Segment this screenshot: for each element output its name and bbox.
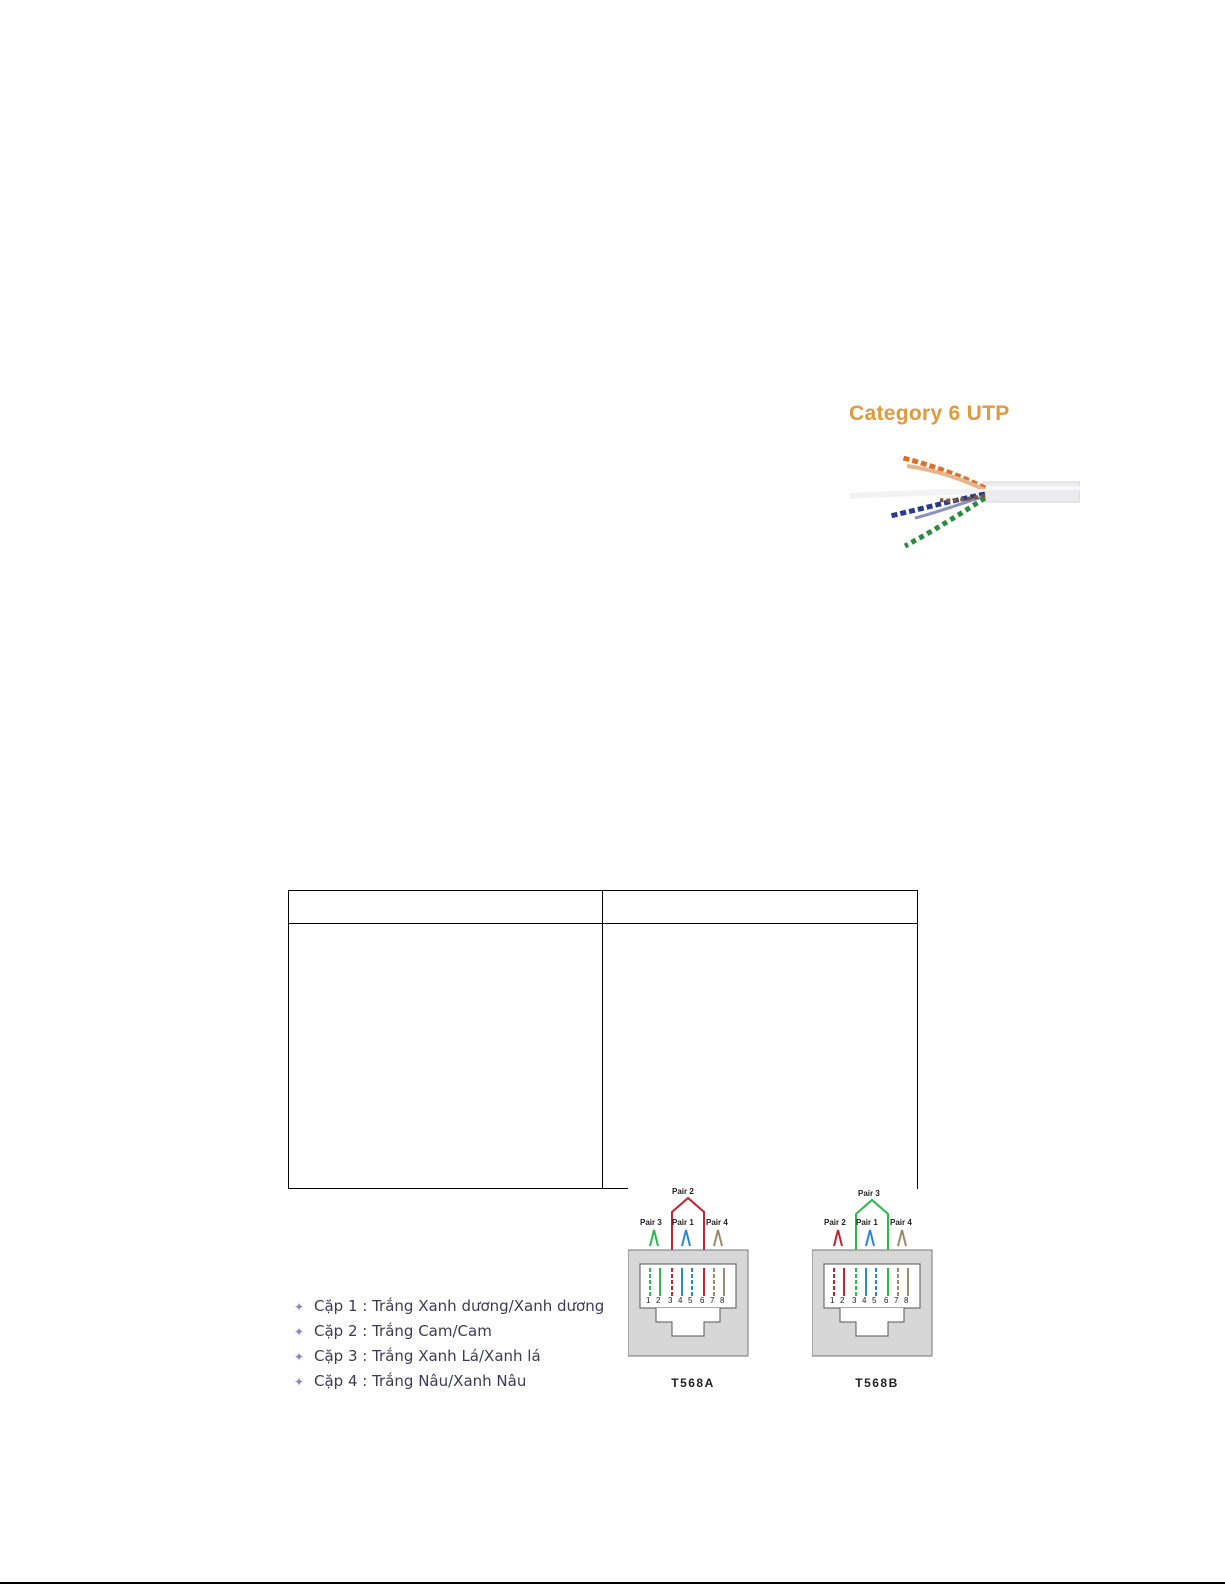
t568b-top-pair-label: Pair 3 xyxy=(858,1189,880,1198)
diamond-bullet-icon: ✦ xyxy=(294,1375,305,1389)
table-border-right xyxy=(917,890,918,1189)
rj45-jack-icon xyxy=(812,1184,942,1372)
t568a-pair-label: Pair 3 xyxy=(640,1218,662,1227)
table-border-top xyxy=(288,890,918,891)
t568b-pair-label: Pair 2 xyxy=(824,1218,846,1227)
pair-label: Cặp 1 : Trắng Xanh dương/Xanh dương xyxy=(314,1297,605,1315)
cable-image xyxy=(845,398,1080,563)
table-header-divider xyxy=(288,923,918,924)
pair-label: Cặp 3 : Trắng Xanh Lá/Xanh lá xyxy=(314,1347,541,1365)
t568a-pair-label: Pair 1 xyxy=(672,1218,694,1227)
diamond-bullet-icon: ✦ xyxy=(294,1350,305,1364)
pin-number: 8 xyxy=(904,1296,909,1305)
t568b-connector-diagram xyxy=(812,1184,962,1404)
table-column-divider xyxy=(602,890,603,1189)
table-border-bottom xyxy=(288,1188,628,1189)
t568a-connector-diagram xyxy=(628,1184,778,1404)
pin-number: 6 xyxy=(700,1296,705,1305)
pin-number: 4 xyxy=(862,1296,867,1305)
cable-image-title: Category 6 UTP xyxy=(849,402,1010,425)
cable-illustration xyxy=(845,436,1080,561)
t568a-top-pair-label: Pair 2 xyxy=(672,1187,694,1196)
table-border-left xyxy=(288,890,289,1189)
t568a-label: T568A xyxy=(671,1376,715,1390)
pin-number: 7 xyxy=(710,1296,715,1305)
pair-color-list xyxy=(294,1294,604,1394)
pair-label: Cặp 2 : Trắng Cam/Cam xyxy=(314,1322,492,1340)
list-item xyxy=(294,1294,604,1319)
pin-number: 6 xyxy=(884,1296,889,1305)
pin-number: 1 xyxy=(646,1296,651,1305)
pin-number: 3 xyxy=(852,1296,857,1305)
pin-number: 2 xyxy=(840,1296,845,1305)
pin-number: 3 xyxy=(668,1296,673,1305)
list-item xyxy=(294,1344,604,1369)
empty-table xyxy=(288,890,918,1189)
pin-number: 5 xyxy=(872,1296,877,1305)
pin-number: 8 xyxy=(720,1296,725,1305)
diamond-bullet-icon: ✦ xyxy=(294,1325,305,1339)
t568b-pair-label: Pair 4 xyxy=(890,1218,912,1227)
list-item xyxy=(294,1369,604,1394)
pin-number: 1 xyxy=(830,1296,835,1305)
t568a-pair-label: Pair 4 xyxy=(706,1218,728,1227)
pin-number: 7 xyxy=(894,1296,899,1305)
diamond-bullet-icon: ✦ xyxy=(294,1300,305,1314)
pin-number: 5 xyxy=(688,1296,693,1305)
page-bottom-rule xyxy=(0,1582,1225,1584)
t568b-pair-label: Pair 1 xyxy=(856,1218,878,1227)
pair-label: Cặp 4 : Trắng Nâu/Xanh Nâu xyxy=(314,1372,527,1390)
pin-number: 2 xyxy=(656,1296,661,1305)
rj45-jack-icon xyxy=(628,1184,758,1372)
t568b-label: T568B xyxy=(855,1376,899,1390)
pin-number: 4 xyxy=(678,1296,683,1305)
list-item xyxy=(294,1319,604,1344)
